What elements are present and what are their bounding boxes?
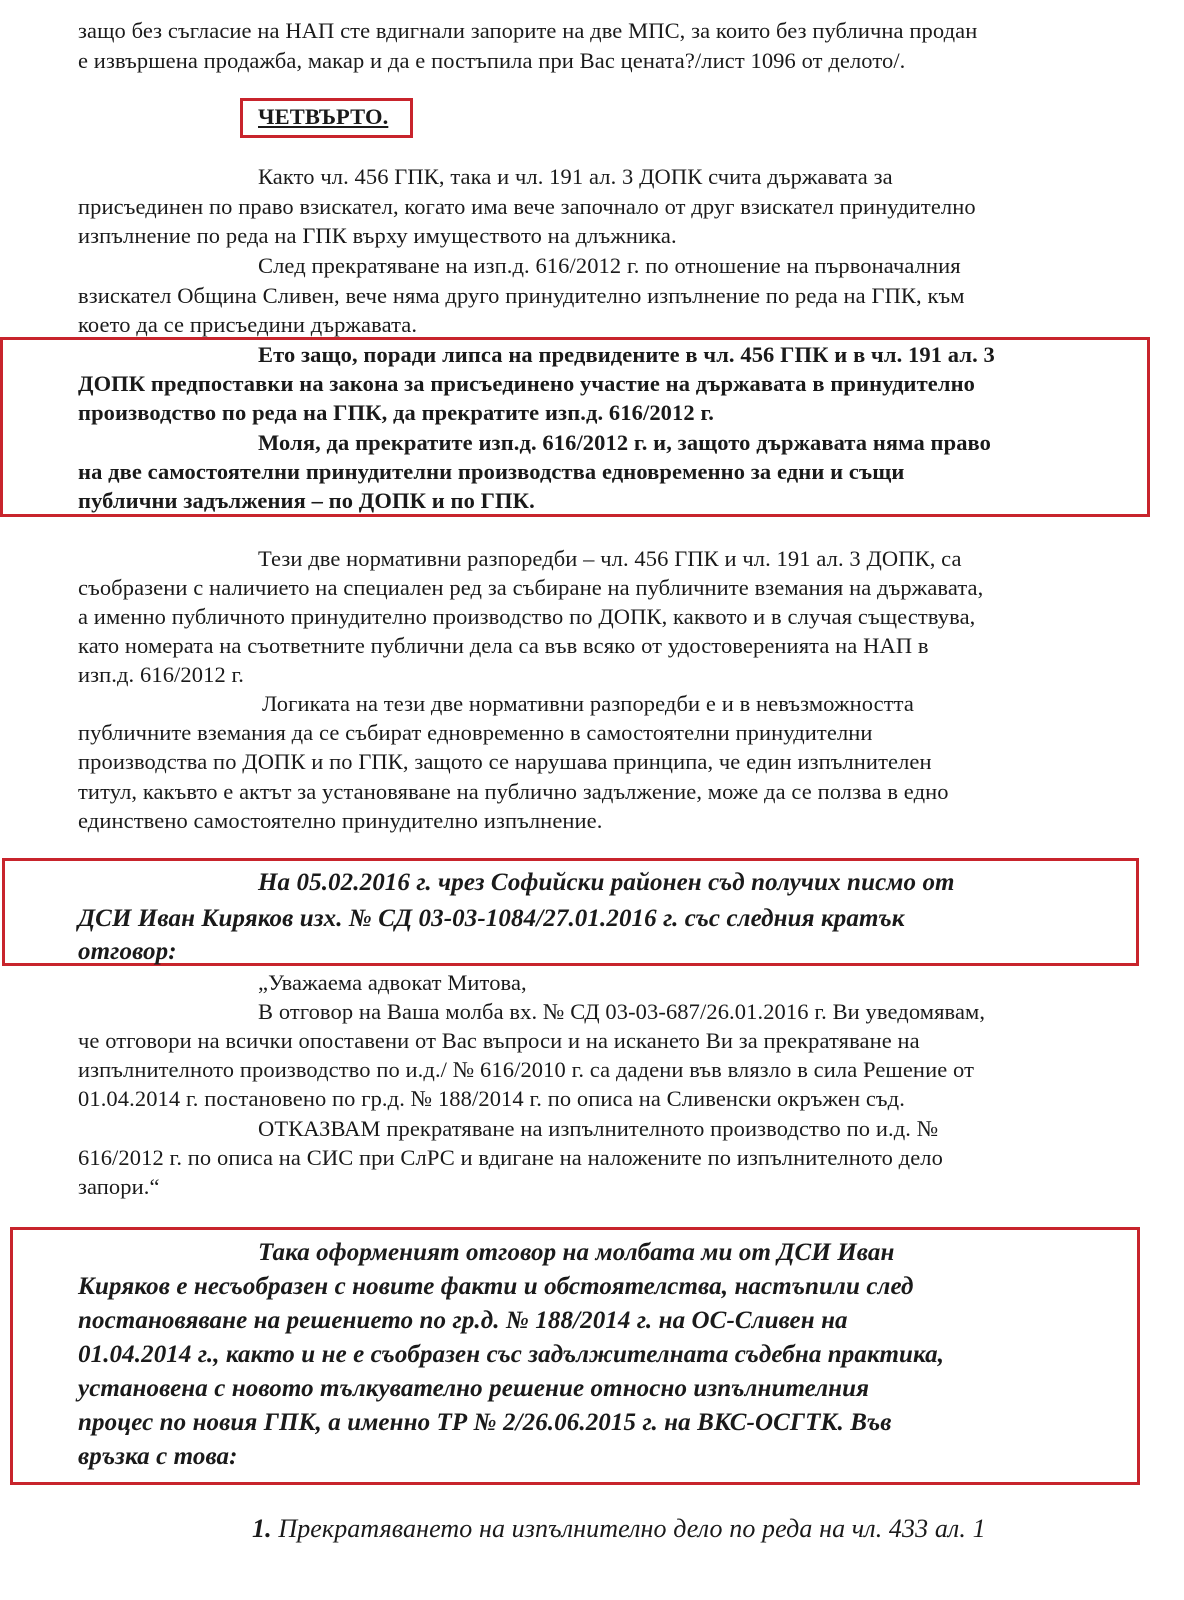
paragraph-line: изп.д. 616/2012 г. xyxy=(78,662,245,687)
paragraph-line: След прекратяване на изп.д. 616/2012 г. по отношение на първоначалния xyxy=(258,253,961,278)
section-heading: ЧЕТВЪРТО. xyxy=(258,104,389,129)
quote-line: че отговори на всички опоставени от Вас въпроси и на искането Ви за прекратяване на xyxy=(78,1028,920,1053)
paragraph-line: Логиката на тези две нормативни разпоредби е и в невъзможността xyxy=(262,691,914,716)
paragraph-line: производства по ДОПК и по ГПК, защото се нарушава принципа, че един изпълнителен xyxy=(78,749,932,774)
paragraph-line: а именно публичното принудително производство по ДОПК, каквото и в случая съществува, xyxy=(78,604,976,629)
highlighted-line: установена с новото тълкувателно решение относно изпълнителния xyxy=(78,1375,870,1402)
paragraph-line: присъединен по право взискател, когато има вече започнало от друг взискател принудително xyxy=(78,194,976,219)
quote-line: 01.04.2014 г. постановено по гр.д. № 188/2014 г. по описа на Сливенски окръжен съд. xyxy=(78,1086,905,1111)
highlighted-line: процес по новия ГПК, а именно ТР № 2/26.06.2015 г. на ВКС-ОСГТК. Във xyxy=(78,1409,892,1436)
paragraph-line: като номерата на съответните публични дела са във всяко от удостоверенията на НАП в xyxy=(78,633,929,658)
highlighted-line: Така оформеният отговор на молбата ми от ДСИ Иван xyxy=(258,1239,895,1266)
highlighted-line: На 05.02.2016 г. чрез Софийски районен съд получих писмо от xyxy=(258,869,955,896)
highlighted-line: публични задължения – по ДОПК и по ГПК. xyxy=(78,488,535,513)
highlighted-line: 01.04.2014 г., както и не е съобразен със задължителната съдебна практика, xyxy=(78,1341,945,1368)
quote-line: ОТКАЗВАМ прекратяване на изпълнителното производство по и.д. № xyxy=(258,1116,939,1141)
paragraph-line: единствено самостоятелно принудително изпълнение. xyxy=(78,808,603,833)
list-item xyxy=(252,1512,986,1546)
highlighted-line: ДСИ Иван Киряков изх. № СД 03-03-1084/27.01.2016 г. със следния кратък xyxy=(78,905,905,932)
quote-line: В отговор на Ваша молба вх. № СД 03-03-687/26.01.2016 г. Ви уведомявам, xyxy=(258,999,986,1024)
paragraph-line: публичните вземания да се събират едновременно в самостоятелни принудителни xyxy=(78,720,873,745)
highlighted-line: връзка с това: xyxy=(78,1443,238,1470)
paragraph-line: изпълнение по реда на ГПК върху имуществото на длъжника. xyxy=(78,223,677,248)
highlighted-line: на две самостоятелни принудителни производства едновременно за едни и същи xyxy=(78,459,905,484)
paragraph-line: титул, какъвто е актът за установяване на публично задължение, може да се ползва в едно xyxy=(78,779,949,804)
highlighted-line: постановяване на решението по гр.д. № 188/2014 г. на ОС-Сливен на xyxy=(78,1307,848,1334)
highlighted-line: ДОПК предпоставки на закона за присъединено участие на държавата в принудително xyxy=(78,371,976,396)
paragraph-line: Тези две нормативни разпоредби – чл. 456 ГПК и чл. 191 ал. 3 ДОПК, са xyxy=(258,546,962,571)
quote-line: запори.“ xyxy=(78,1174,160,1199)
quote-line: изпълнителното производство по и.д./ № 616/2010 г. са дадени във влязло в сила Решение от xyxy=(78,1057,975,1082)
paragraph-line: взискател Община Сливен, вече няма друго принудително изпълнение по реда на ГПК, към xyxy=(78,283,965,308)
paragraph-line: Както чл. 456 ГПК, така и чл. 191 ал. 3 ДОПК счита държавата за xyxy=(258,164,893,189)
intro-line: защо без съгласие на НАП сте вдигнали запорите на две МПС, за които без публична продан xyxy=(78,18,978,43)
quote-line: „Уважаема адвокат Митова, xyxy=(258,970,527,995)
list-item-text: Прекратяването на изпълнително дело по реда на чл. 433 ал. 1 xyxy=(278,1514,986,1543)
highlighted-line: производство по реда на ГПК, да прекратите изп.д. 616/2012 г. xyxy=(78,400,714,425)
list-item-number: 1. xyxy=(252,1514,272,1543)
highlighted-line: Киряков е несъобразен с новите факти и обстоятелства, настъпили след xyxy=(78,1273,914,1300)
paragraph-line: което да се присъедини държавата. xyxy=(78,312,418,337)
highlighted-line: Моля, да прекратите изп.д. 616/2012 г. и, защото държавата няма право xyxy=(258,430,992,455)
intro-line: е извършена продажба, макар и да е постъпила при Вас цената?/лист 1096 от делото/. xyxy=(78,48,906,73)
paragraph-line: съобразени с наличието на специален ред за събиране на публичните вземания на държавата, xyxy=(78,575,984,600)
quote-line: 616/2012 г. по описа на СИС при СлРС и вдигане на наложените по изпълнителното дело xyxy=(78,1145,943,1170)
highlighted-line: отговор: xyxy=(78,938,177,965)
highlighted-line: Ето защо, поради липса на предвидените в чл. 456 ГПК и в чл. 191 ал. 3 xyxy=(258,342,995,367)
